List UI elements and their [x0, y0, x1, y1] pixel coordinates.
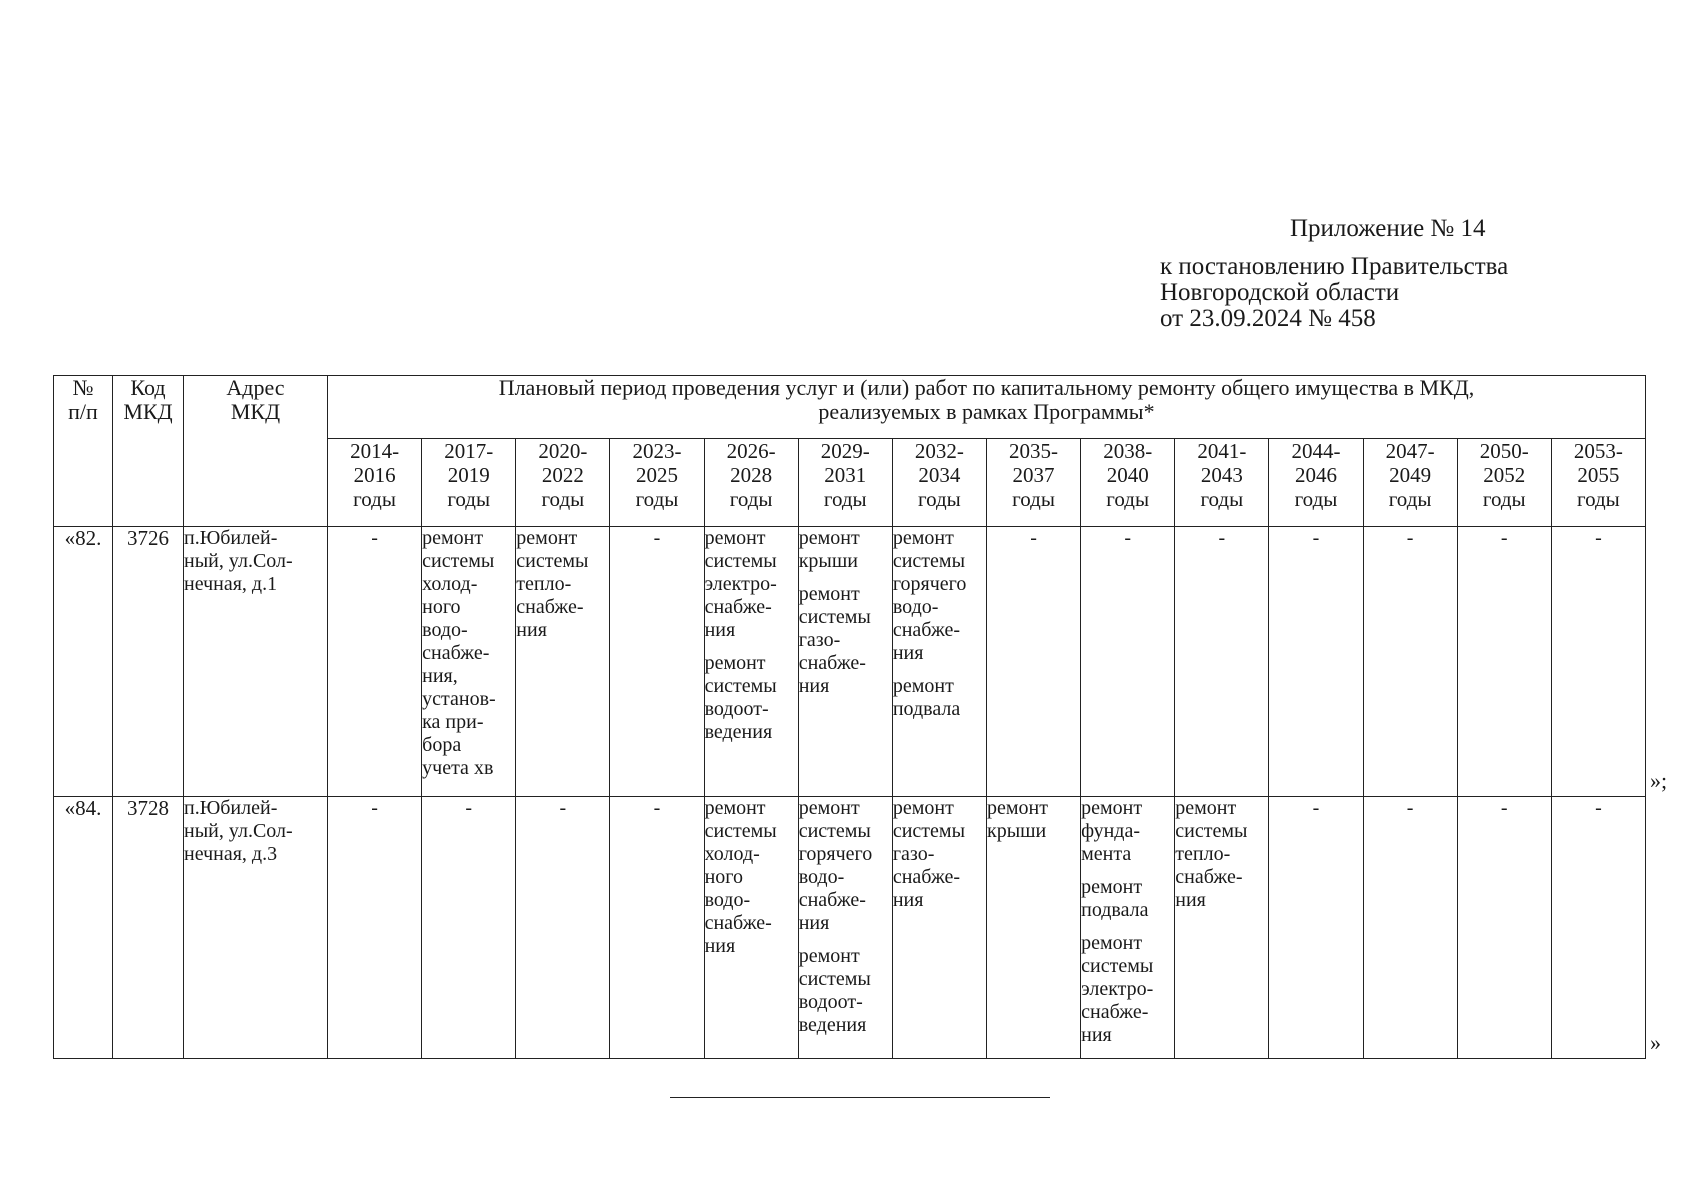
- date-number-line: от 23.09.2024 № 458: [1160, 305, 1376, 332]
- empty-period-cell: -: [610, 527, 704, 797]
- repair-work-item: ремонт крыши: [986, 797, 1048, 842]
- empty-period-cell: -: [610, 797, 704, 1059]
- period-header: 2050- 2052 годы: [1457, 439, 1551, 527]
- region-line: Новгородской области: [1160, 279, 1400, 306]
- period-header: 2038- 2040 годы: [1081, 439, 1175, 527]
- repair-work-item: ремонт системы тепло- снабже- ния: [1175, 797, 1248, 911]
- empty-period-cell: -: [328, 527, 422, 797]
- resolution-line: к постановлению Правительства: [1160, 253, 1509, 280]
- column-header-code: Код МКД: [113, 376, 184, 527]
- repair-work-item: ремонт системы газо- снабже- ния: [798, 583, 871, 697]
- repair-work-item: ремонт подвала: [892, 675, 961, 720]
- repair-works-cell: [704, 797, 798, 1059]
- period-header: 2020- 2022 годы: [516, 439, 610, 527]
- period-header: 2017- 2019 годы: [422, 439, 516, 527]
- repair-work-item: ремонт подвала: [1081, 876, 1149, 921]
- empty-period-cell: -: [1363, 797, 1457, 1059]
- table-row: [54, 797, 1646, 1059]
- period-header: 2023- 2025 годы: [610, 439, 704, 527]
- empty-period-cell: -: [986, 527, 1080, 797]
- row-end-quote: »: [1650, 1030, 1661, 1055]
- period-header: 2035- 2037 годы: [986, 439, 1080, 527]
- period-header: 2032- 2034 годы: [892, 439, 986, 527]
- appendix-title: Приложение № 14: [1290, 215, 1486, 242]
- repair-works-cell: [1175, 797, 1269, 1059]
- repair-work-item: ремонт системы электро- снабже- ния: [1081, 932, 1154, 1046]
- repair-work-item: ремонт системы горячего водо- снабже- ния: [892, 527, 967, 664]
- empty-period-cell: -: [1081, 527, 1175, 797]
- building-code: 3726: [113, 527, 184, 797]
- column-header-number: № п/п: [54, 376, 113, 527]
- empty-period-cell: -: [1269, 527, 1363, 797]
- repair-works-cell: [986, 797, 1080, 1059]
- repair-works-cell: [798, 797, 892, 1059]
- repair-work-item: ремонт системы тепло- снабже- ния: [516, 527, 589, 641]
- empty-period-cell: -: [328, 797, 422, 1059]
- period-header: 2014- 2016 годы: [328, 439, 422, 527]
- repair-works-cell: [892, 527, 986, 797]
- building-address: п.Юбилей- ный, ул.Сол- нечная, д.1: [184, 527, 328, 797]
- period-header: 2029- 2031 годы: [798, 439, 892, 527]
- repair-work-item: ремонт крыши: [798, 527, 860, 572]
- repair-work-item: ремонт системы электро- снабже- ния: [704, 527, 777, 641]
- planned-period-header: Плановый период проведения услуг и (или) работ по капитальному ремонту общего имущества в МКД, реализуемых в рамках Программы*: [328, 376, 1646, 439]
- footer-divider: [670, 1097, 1050, 1098]
- empty-period-cell: -: [1551, 527, 1645, 797]
- repair-works-cell: [892, 797, 986, 1059]
- repair-works-cell: [516, 527, 610, 797]
- empty-period-cell: -: [1457, 797, 1551, 1059]
- empty-period-cell: -: [422, 797, 516, 1059]
- building-code: 3728: [113, 797, 184, 1059]
- building-address: п.Юбилей- ный, ул.Сол- нечная, д.3: [184, 797, 328, 1059]
- row-number: «84.: [54, 797, 113, 1059]
- empty-period-cell: -: [1363, 527, 1457, 797]
- repair-work-item: ремонт системы водоот- ведения: [704, 652, 777, 743]
- period-header: 2041- 2043 годы: [1175, 439, 1269, 527]
- document-header: [1160, 216, 1508, 332]
- repair-works-cell: [704, 527, 798, 797]
- repair-work-item: ремонт фунда- мента: [1081, 797, 1143, 865]
- repair-work-item: ремонт системы газо- снабже- ния: [892, 797, 966, 911]
- empty-period-cell: -: [1175, 527, 1269, 797]
- empty-period-cell: -: [516, 797, 610, 1059]
- repair-work-item: ремонт системы холод- ного водо- снабже- ния: [704, 797, 777, 957]
- column-header-address: Адрес МКД: [184, 376, 328, 527]
- row-end-quote: »;: [1650, 768, 1668, 793]
- repair-works-cell: [422, 527, 516, 797]
- table-row: [54, 527, 1646, 797]
- period-header: 2044- 2046 годы: [1269, 439, 1363, 527]
- period-header: 2026- 2028 годы: [704, 439, 798, 527]
- empty-period-cell: -: [1269, 797, 1363, 1059]
- period-header: 2047- 2049 годы: [1363, 439, 1457, 527]
- repair-work-item: ремонт системы холод- ного водо- снабже- ния, установ- ка при- бора учета хв: [422, 527, 496, 779]
- repair-work-item: ремонт системы горячего водо- снабже- ния: [798, 797, 873, 934]
- period-header: 2053- 2055 годы: [1551, 439, 1645, 527]
- empty-period-cell: -: [1551, 797, 1645, 1059]
- row-number: «82.: [54, 527, 113, 797]
- repair-work-item: ремонт системы водоот- ведения: [798, 945, 871, 1036]
- empty-period-cell: -: [1457, 527, 1551, 797]
- capital-repair-schedule-table: [53, 375, 1646, 1059]
- repair-works-cell: [1081, 797, 1175, 1059]
- repair-works-cell: [798, 527, 892, 797]
